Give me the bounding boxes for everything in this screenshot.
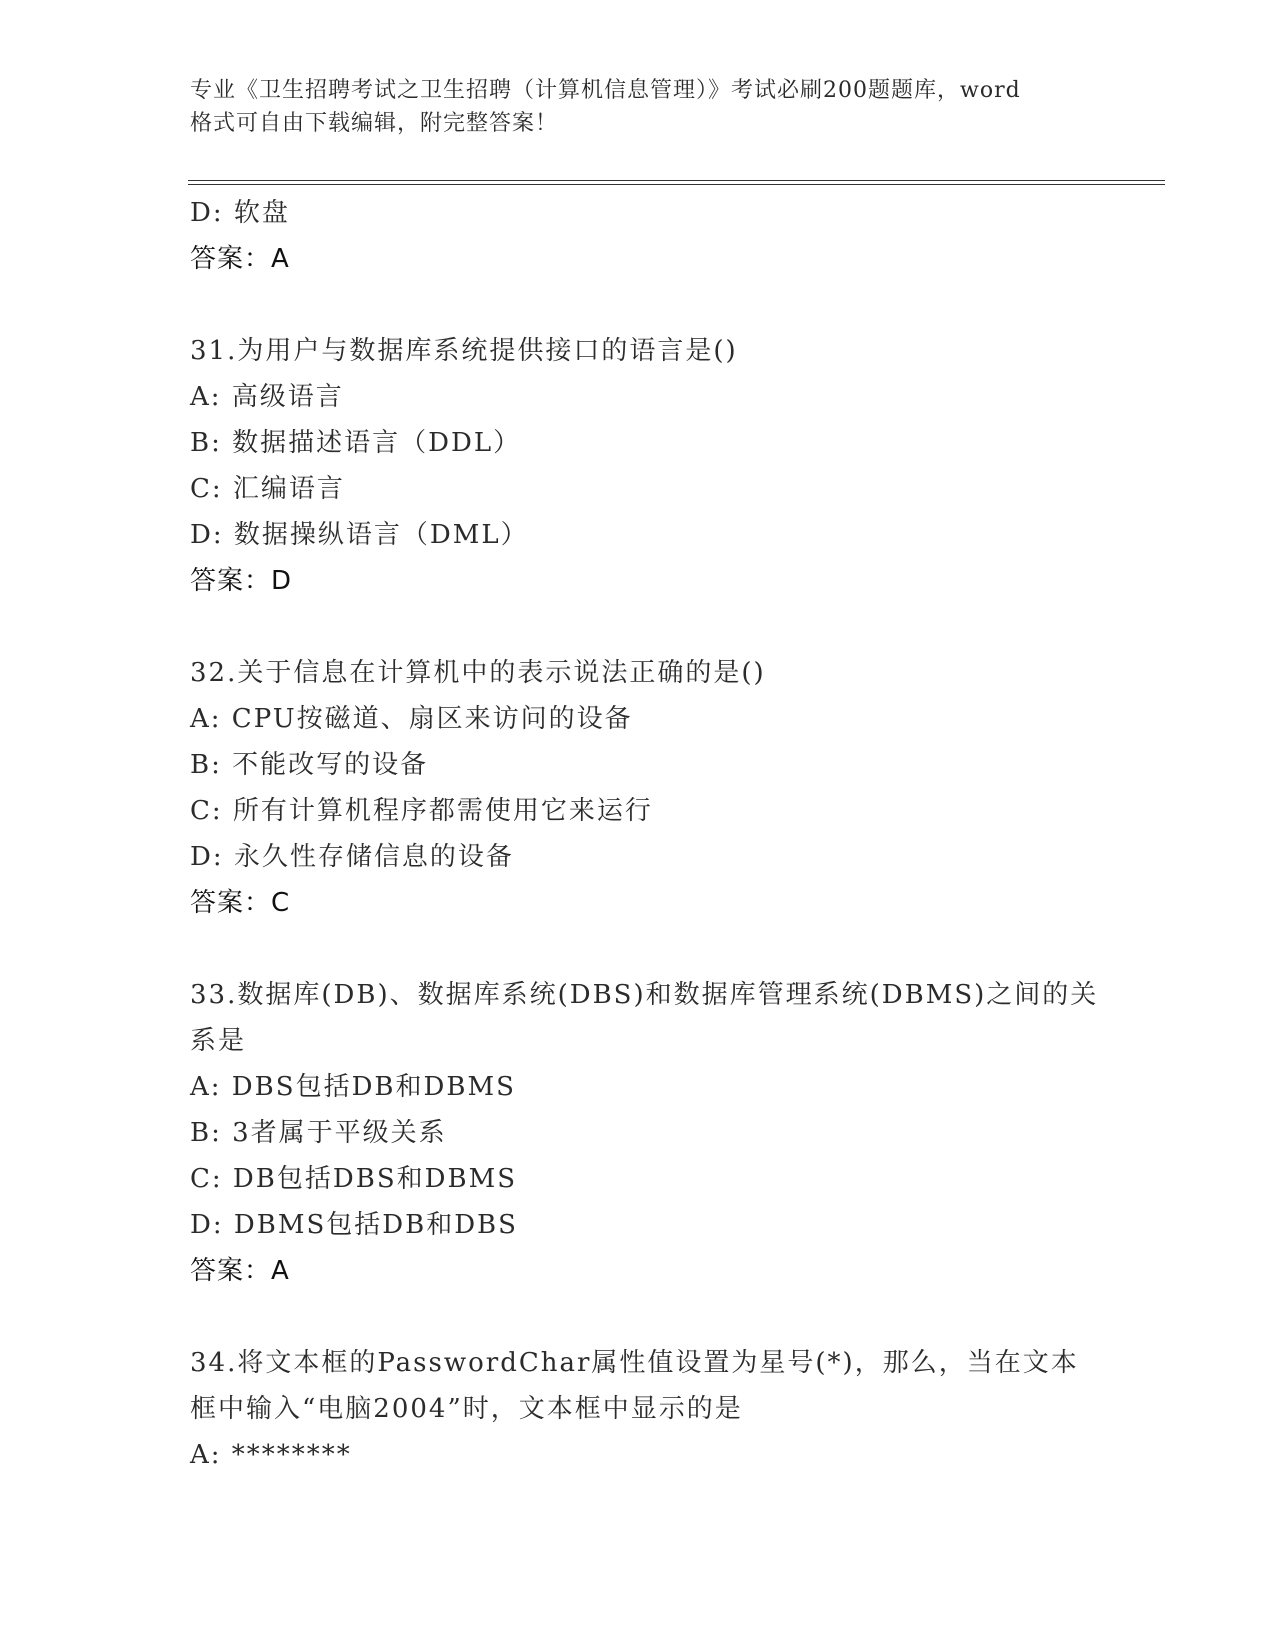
header-line-2: 格式可自由下载编辑，附完整答案！ [190,111,559,136]
option-a: A: CPU按磁道、扇区来访问的设备 [190,704,633,734]
question-stem: 32.关于信息在计算机中的表示说法正确的是() [190,658,766,688]
spacer [190,604,1090,650]
question-31 [190,328,1090,604]
answer-line: 答案：D [190,566,293,596]
option-a: A: ******** [190,1440,352,1470]
option-a: A: DBS包括DB和DBMS [190,1072,516,1102]
answer-line: 答案：C [190,888,291,918]
option-c: C: 所有计算机程序都需使用它来运行 [190,796,653,826]
option-a: A: 高级语言 [190,382,344,412]
previous-question-tail [190,190,1090,282]
header-divider-bottom [188,184,1165,185]
option-d: D: 永久性存储信息的设备 [190,842,514,872]
question-33 [190,972,1099,1294]
header-divider-top [188,180,1165,181]
option-b: B: 3者属于平级关系 [190,1118,447,1148]
option-b: B: 数据描述语言（DDL） [190,428,522,458]
option-b: B: 不能改写的设备 [190,750,429,780]
option-d: D: DBMS包括DB和DBS [190,1210,518,1240]
question-stem-line-2: 系是 [190,1026,247,1056]
document-header [190,74,1110,140]
option-c: C: DB包括DBS和DBMS [190,1164,518,1194]
answer-line: 答案：A [190,1256,290,1286]
question-stem-line-1: 34.将文本框的PasswordChar属性值设置为星号(*)，那么，当在文本 [190,1348,1079,1378]
question-stem: 31.为用户与数据库系统提供接口的语言是() [190,336,738,366]
option-d: D: 软盘 [190,198,290,228]
spacer [190,1294,1090,1340]
answer-line: 答案：A [190,244,290,274]
spacer [190,282,1090,328]
question-list [190,190,1099,1478]
question-stem-line-2: 框中输入“电脑2004”时，文本框中显示的是 [190,1394,743,1424]
option-d: D: 数据操纵语言（DML） [190,520,529,550]
spacer [190,926,1090,972]
option-c: C: 汇编语言 [190,474,345,504]
question-stem-line-1: 33.数据库(DB)、数据库系统(DBS)和数据库管理系统(DBMS)之间的关 [190,980,1099,1010]
question-34 [190,1340,1090,1478]
question-32 [190,650,1090,926]
header-line-1: 专业《卫生招聘考试之卫生招聘（计算机信息管理）》考试必刷200题题库，word [190,78,1021,103]
